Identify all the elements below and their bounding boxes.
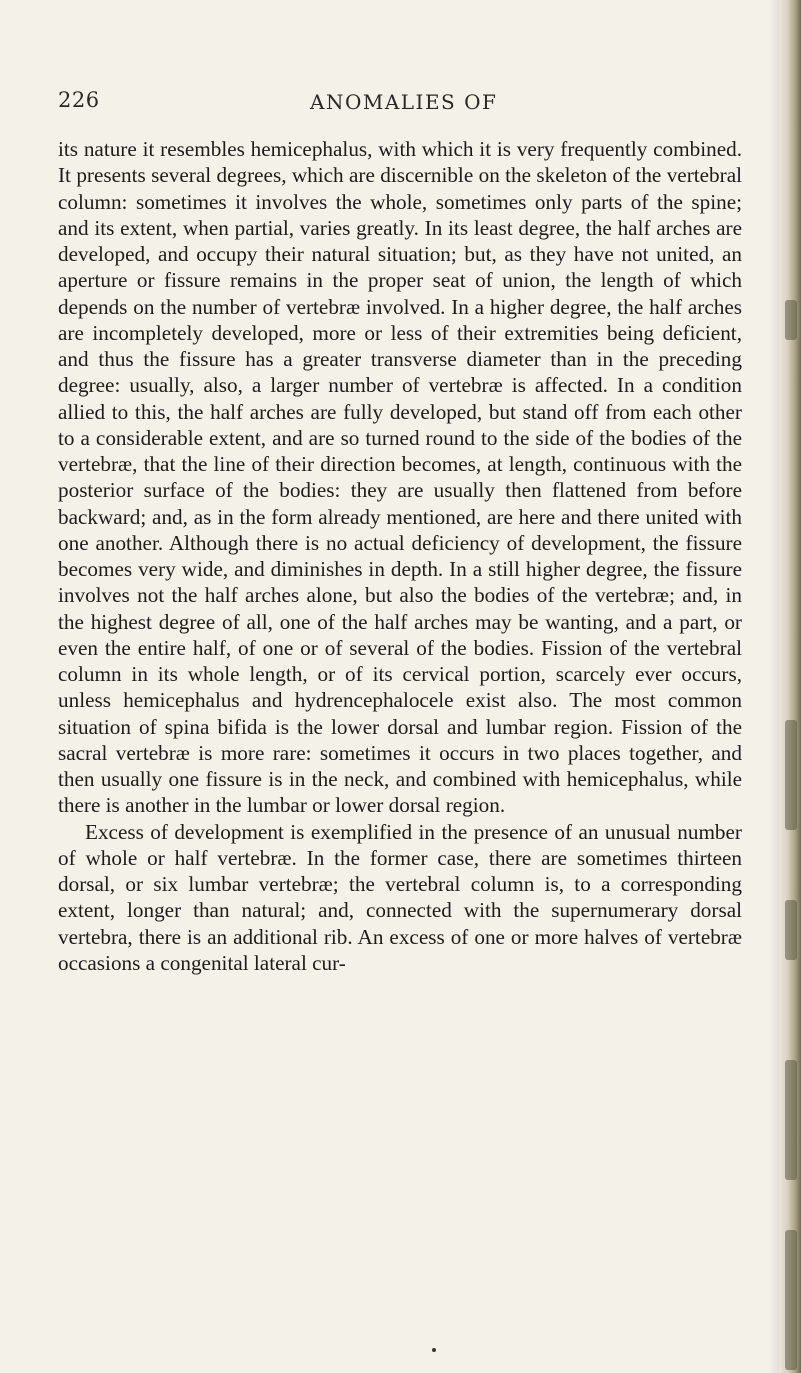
edge-stain [785, 900, 797, 960]
edge-stain [785, 1060, 797, 1180]
paragraph: its nature it resembles hemicephalus, with which it is very frequently combined. It presents several degrees, which are discernible on the skeleton of the vertebral column: sometimes it involves the whole, sometimes only parts of the spine; and its extent, when partial, varies greatly. In its least degree, the half arches are developed, and occupy their natural situation; but, as they have not united, an aperture or fissure remains in the proper seat of union, the length of which depends on the number of vertebræ involved. In a higher degree, the half arches are incompletely developed, more or less of their extremities being deficient, and thus the fissure has a greater transverse diameter than in the preceding degree: usually, also, a larger number of vertebræ is affected. In a condition allied to this, the half arches are fully developed, but stand off from each other to a considerable extent, and are so turned round to the side of the bodies of the vertebræ, that the line of their direction becomes, at length, continuous with the posterior surface of the bodies: they are usually then flattened from before backward; and, as in the form already mentioned, are here and there united with one another. Although there is no actual deficiency of development, the fissure becomes very wide, and diminishes in depth. In a still higher degree, the fissure involves not the half arches alone, but also the bodies of the vertebræ; and, in the highest degree of all, one of the half arches may be wanting, and a part, or even the entire half, of one or of several of the bodies. Fission of the vertebral column in its whole length, or of its cervical portion, scarcely ever occurs, unless hemicephalus and hydrencephalocele exist also. The most common situation of spina bifida is the lower dorsal and lumbar region. Fission of the sacral vertebræ is more rare: sometimes it occurs in two places together, and then usually one fissure is in the neck, and combined with hemicephalus, while there is another in the lumbar or lower dorsal region. [58, 137, 742, 818]
page-edge [779, 0, 801, 1373]
page-edge-shadow [769, 0, 779, 1373]
running-head [58, 88, 738, 118]
edge-stain [785, 1230, 797, 1370]
edge-stain [785, 300, 797, 340]
page-number: 226 [58, 88, 100, 112]
body-text [58, 136, 742, 976]
running-title: ANOMALIES OF [310, 90, 498, 114]
print-speck [432, 1348, 436, 1352]
edge-stain [785, 720, 797, 830]
paragraph: Excess of development is exemplified in the presence of an unusual number of whole or half vertebræ. In the former case, there are sometimes thirteen dorsal, or six lumbar vertebræ; the vertebral column is, to a corresponding extent, longer than natural; and, connected with the supernumerary dorsal vertebra, there is an additional rib. An excess of one or more halves of vertebræ occasions a congenital lateral cur- [58, 819, 742, 975]
